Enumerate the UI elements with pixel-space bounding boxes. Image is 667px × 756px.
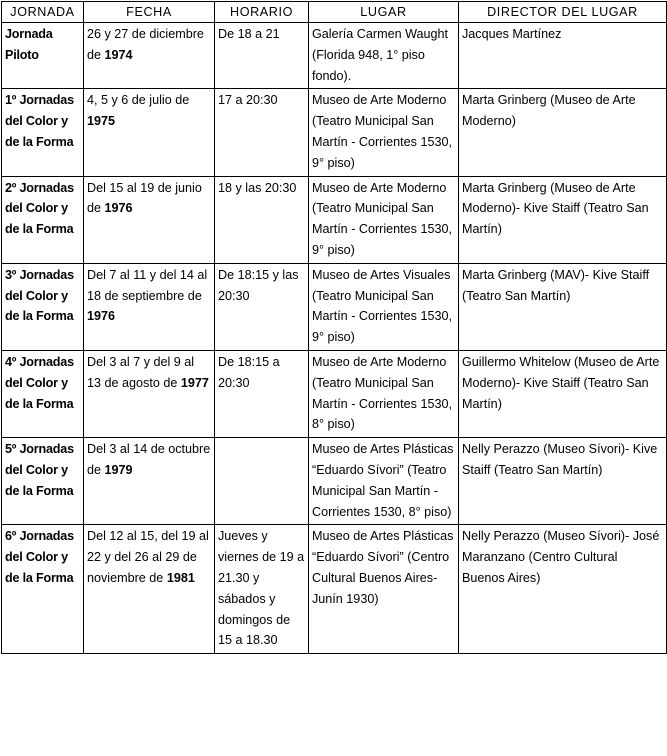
cell-director: Marta Grinberg (MAV)- Kive Staiff (Teatro San Martín) <box>459 263 667 350</box>
fecha-year: 1976 <box>87 309 116 324</box>
cell-jornada: 5º Jornadas del Color y de la Forma <box>2 438 84 525</box>
cell-jornada: 2º Jornadas del Color y de la Forma <box>2 176 84 263</box>
cell-lugar: Museo de Arte Moderno (Teatro Municipal San Martín - Corrientes 1530, 8° piso) <box>309 350 459 437</box>
cell-fecha <box>84 263 215 350</box>
fecha-text: 26 y 27 de diciembre de <box>87 27 204 62</box>
cell-director: Nelly Perazzo (Museo Sívori)- José Maranzano (Centro Cultural Buenos Aires) <box>459 525 667 654</box>
fecha-year: 1977 <box>180 375 209 390</box>
cell-lugar: Museo de Arte Moderno (Teatro Municipal San Martín - Corrientes 1530, 9° piso) <box>309 176 459 263</box>
cell-fecha <box>84 350 215 437</box>
cell-jornada: Jornada Piloto <box>2 23 84 89</box>
header-row <box>2 2 667 23</box>
table-row <box>2 438 667 525</box>
header-fecha: FECHA <box>84 2 215 23</box>
table-row <box>2 176 667 263</box>
fecha-year: 1976 <box>104 201 133 216</box>
fecha-text: Del 15 al 19 de junio de <box>87 180 202 216</box>
header-horario: HORARIO <box>215 2 309 23</box>
table-row <box>2 350 667 437</box>
cell-fecha <box>84 89 215 176</box>
header-director: DIRECTOR DEL LUGAR <box>459 2 667 23</box>
cell-fecha <box>84 176 215 263</box>
fecha-year: 1979 <box>104 462 133 477</box>
cell-horario <box>215 438 309 525</box>
cell-lugar: Museo de Arte Moderno (Teatro Municipal San Martín - Corrientes 1530, 9° piso) <box>309 89 459 176</box>
table-row <box>2 23 667 89</box>
fecha-year: 1974 <box>104 47 133 62</box>
jornadas-table <box>1 1 667 654</box>
cell-director: Jacques Martínez <box>459 23 667 89</box>
fecha-year: 1981 <box>166 570 195 585</box>
cell-horario: De 18 a 21 <box>215 23 309 89</box>
cell-director: Marta Grinberg (Museo de Arte Moderno) <box>459 89 667 176</box>
cell-lugar: Museo de Artes Visuales (Teatro Municipal San Martín - Corrientes 1530, 9° piso) <box>309 263 459 350</box>
cell-lugar: Museo de Artes Plásticas “Eduardo Sívori” (Centro Cultural Buenos Aires-Junín 1930) <box>309 525 459 654</box>
cell-horario: De 18:15 y las 20:30 <box>215 263 309 350</box>
header-lugar: LUGAR <box>309 2 459 23</box>
fecha-text: Del 12 al 15, del 19 al 22 y del 26 al 29 de noviembre de <box>87 529 209 585</box>
table-row <box>2 263 667 350</box>
cell-director: Marta Grinberg (Museo de Arte Moderno)- Kive Staiff (Teatro San Martín) <box>459 176 667 263</box>
header-jornada: JORNADA <box>2 2 84 23</box>
cell-lugar: Museo de Artes Plásticas “Eduardo Sívori” (Teatro Municipal San Martín - Corrientes 1530, 8° piso) <box>309 438 459 525</box>
fecha-text: Del 3 al 7 y del 9 al 13 de agosto de <box>87 354 195 390</box>
cell-horario: De 18:15 a 20:30 <box>215 350 309 437</box>
cell-director: Guillermo Whitelow (Museo de Arte Moderno)- Kive Staiff (Teatro San Martín) <box>459 350 667 437</box>
cell-director: Nelly Perazzo (Museo Sívori)- Kive Staiff (Teatro San Martín) <box>459 438 667 525</box>
cell-jornada: 1º Jornadas del Color y de la Forma <box>2 89 84 176</box>
cell-horario: Jueves y viernes de 19 a 21.30 y sábados y domingos de 15 a 18.30 <box>215 525 309 654</box>
cell-lugar: Galería Carmen Waught (Florida 948, 1° piso fondo). <box>309 23 459 89</box>
fecha-text: Del 7 al 11 y del 14 al 18 de septiembre de <box>87 267 208 303</box>
cell-fecha <box>84 23 215 89</box>
cell-jornada: 4º Jornadas del Color y de la Forma <box>2 350 84 437</box>
cell-horario: 18 y las 20:30 <box>215 176 309 263</box>
cell-jornada: 3º Jornadas del Color y de la Forma <box>2 263 84 350</box>
table-row <box>2 525 667 654</box>
table-row <box>2 89 667 176</box>
cell-horario: 17 a 20:30 <box>215 89 309 176</box>
cell-fecha <box>84 525 215 654</box>
fecha-text: Del 3 al 14 de octubre de <box>87 442 211 477</box>
fecha-text: 4, 5 y 6 de julio de <box>87 93 190 108</box>
cell-jornada: 6º Jornadas del Color y de la Forma <box>2 525 84 654</box>
cell-fecha <box>84 438 215 525</box>
fecha-year: 1975 <box>87 114 116 129</box>
